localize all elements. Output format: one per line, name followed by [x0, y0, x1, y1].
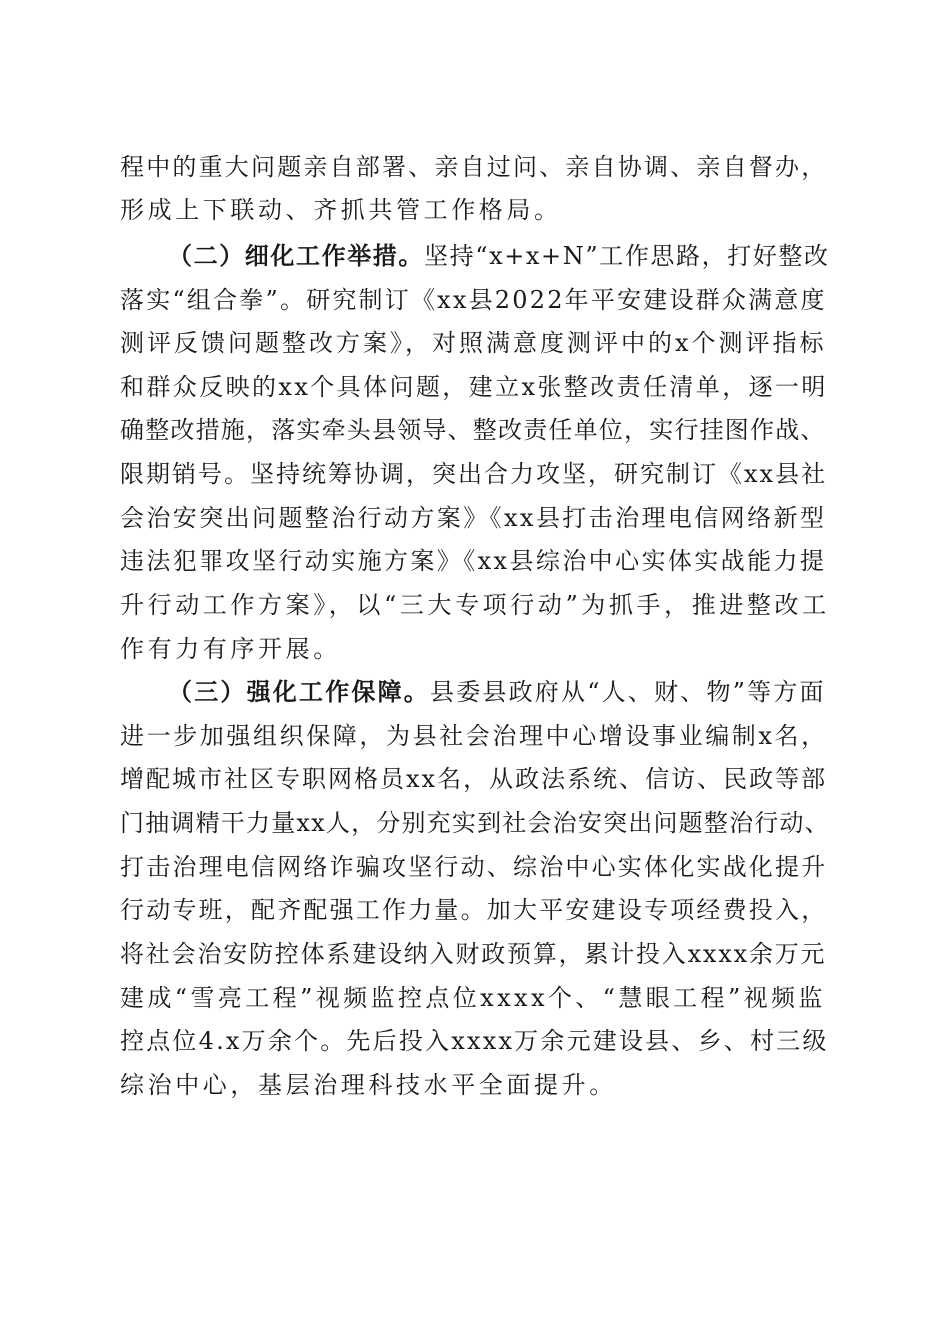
paragraph-line: 会治安突出问题整治行动方案》《xx县打击治理电信网络新型: [120, 504, 827, 532]
paragraph-line: 限期销号。坚持统筹协调，突出合力攻坚，研究制订《xx县社: [120, 460, 828, 488]
paragraph-line: 增配城市社区专职网格员xx名，从政法系统、信访、民政等部: [120, 765, 828, 793]
paragraph-line: 违法犯罪攻坚行动实施方案》《xx县综治中心实体实战能力提: [120, 547, 827, 575]
paragraph-line: 行动专班，配齐配强工作力量。加大平安建设专项经费投入，: [120, 896, 828, 924]
section-3-first-line: [168, 675, 826, 709]
section-2-text: 坚持“x+x+N”: [424, 242, 600, 270]
paragraph-line: 落实“组合拳”。研究制订《xx县2022年平安建设群众满意度: [120, 286, 827, 314]
section-3-heading: （三）强化工作保障。: [168, 677, 430, 706]
paragraph-line: 进一步加强组织保障，为县社会治理中心增设事业编制x名，: [120, 722, 828, 750]
paragraph-line: 升行动工作方案》，以“三大专项行动”为抓手，推进整改工: [120, 591, 830, 619]
paragraph-line: 门抽调精干力量xx人，分别充实到社会治安突出问题整治行动、: [120, 809, 830, 837]
paragraph-line: 县委县政府从“人、财、物”等方面: [430, 678, 826, 706]
section-2-heading: （二）细化工作举措。: [168, 241, 424, 270]
paragraph-line: 形成上下联动、齐抓共管工作格局。: [120, 196, 562, 224]
paragraph-line: 和群众反映的xx个具体问题，建立x张整改责任清单，逐一明: [120, 373, 828, 401]
paragraph-line: 建成“雪亮工程”视频监控点位xxxx个、“慧眼工程”视频监: [120, 984, 826, 1012]
paragraph-line: 确整改措施，落实牵头县领导、整改责任单位，实行挂图作战、: [120, 416, 826, 444]
paragraph-line: 打击治理电信网络诈骗攻坚行动、综治中心实体化实战化提升: [120, 853, 828, 881]
section-2-first-line: [168, 239, 830, 273]
paragraph-line: 控点位4.x万余个。先后投入xxxx万余元建设县、乡、村三级: [120, 1027, 829, 1055]
paragraph-line: 将社会治安防控体系建设纳入财政预算，累计投入xxxx余万元: [120, 940, 827, 968]
paragraph-line: 作有力有序开展。: [120, 635, 341, 663]
paragraph-line: 测评反馈问题整改方案》，对照满意度测评中的x个测评指标: [120, 329, 827, 357]
paragraph-line: 综治中心，基层治理科技水平全面提升。: [120, 1071, 617, 1099]
paragraph-line: 程中的重大问题亲自部署、亲自过问、亲自协调、亲自督办，: [120, 153, 828, 181]
paragraph-line: 工作思路，打好整改: [599, 242, 830, 270]
